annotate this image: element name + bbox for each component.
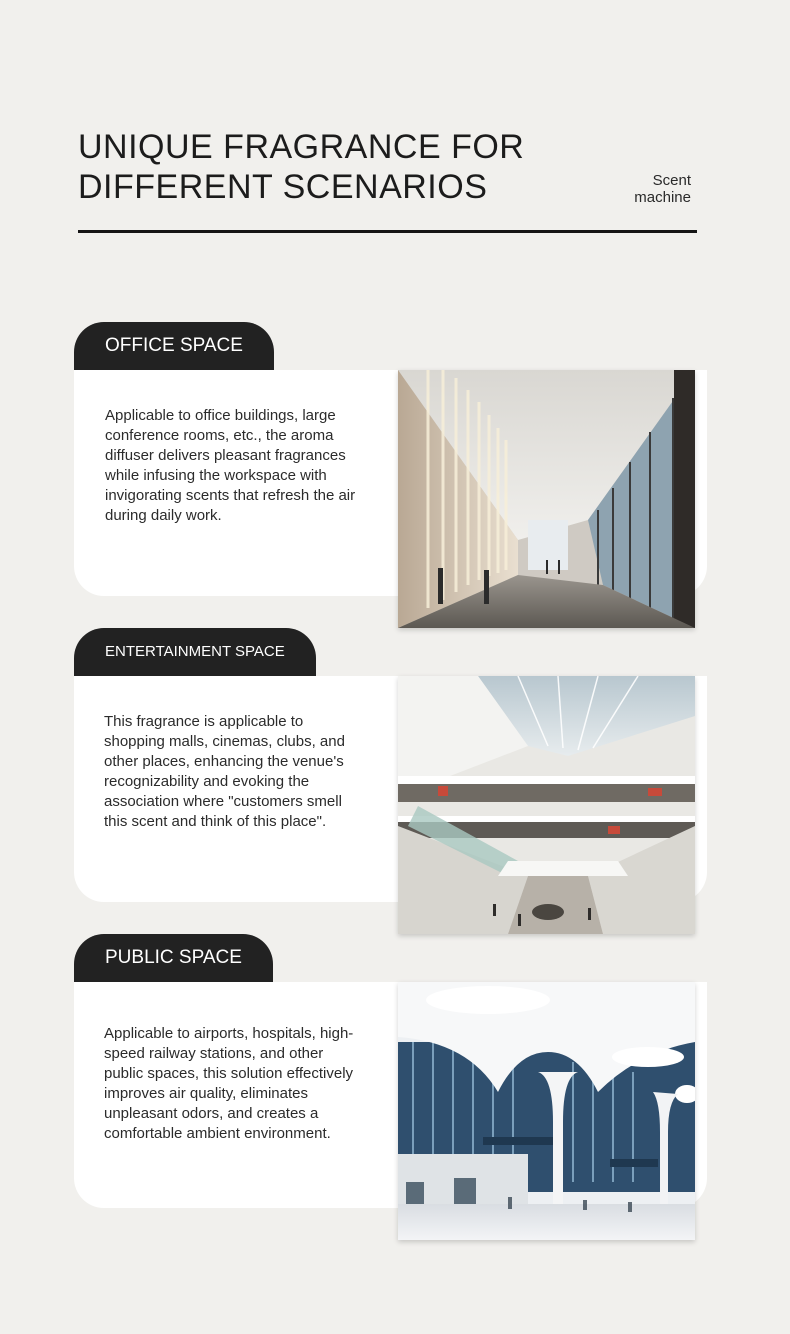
- entertainment-space-label: ENTERTAINMENT SPACE: [74, 628, 316, 676]
- page-title-line-1: UNIQUE FRAGRANCE FOR: [78, 128, 525, 166]
- product-tag-line-1: Scent: [652, 172, 691, 189]
- entertainment-space-description: This fragrance is applicable to shopping malls, cinemas, clubs, and other places, enhancing the venue's recognizability and evoking the association where "customers smell this scent and think of this place".: [104, 713, 345, 830]
- office-space-label: OFFICE SPACE: [74, 322, 274, 370]
- product-tag-line-2: machine: [634, 189, 691, 206]
- office-space-section: [74, 322, 707, 628]
- airport-terminal-photo: [398, 982, 695, 1240]
- header-divider: [78, 230, 697, 233]
- shopping-mall-photo: [398, 676, 695, 934]
- entertainment-space-section: [74, 628, 707, 934]
- public-space-label: PUBLIC SPACE: [74, 934, 273, 982]
- public-space-description: Applicable to airports, hospitals, high-speed railway stations, and other public spaces, this solution effectively improves air quality, eliminates unpleasant odors, and creates a comfortable ambient environment.: [104, 1025, 354, 1142]
- office-lobby-photo: [398, 370, 695, 628]
- product-tag: [634, 172, 691, 206]
- page-title-line-2: DIFFERENT SCENARIOS: [78, 168, 488, 206]
- page-title: [78, 127, 524, 207]
- office-space-description: Applicable to office buildings, large conference rooms, etc., the aroma diffuser delivers pleasant fragrances while infusing the workspace with invigorating scents that refresh the air during daily work.: [105, 407, 356, 524]
- public-space-section: [74, 934, 707, 1240]
